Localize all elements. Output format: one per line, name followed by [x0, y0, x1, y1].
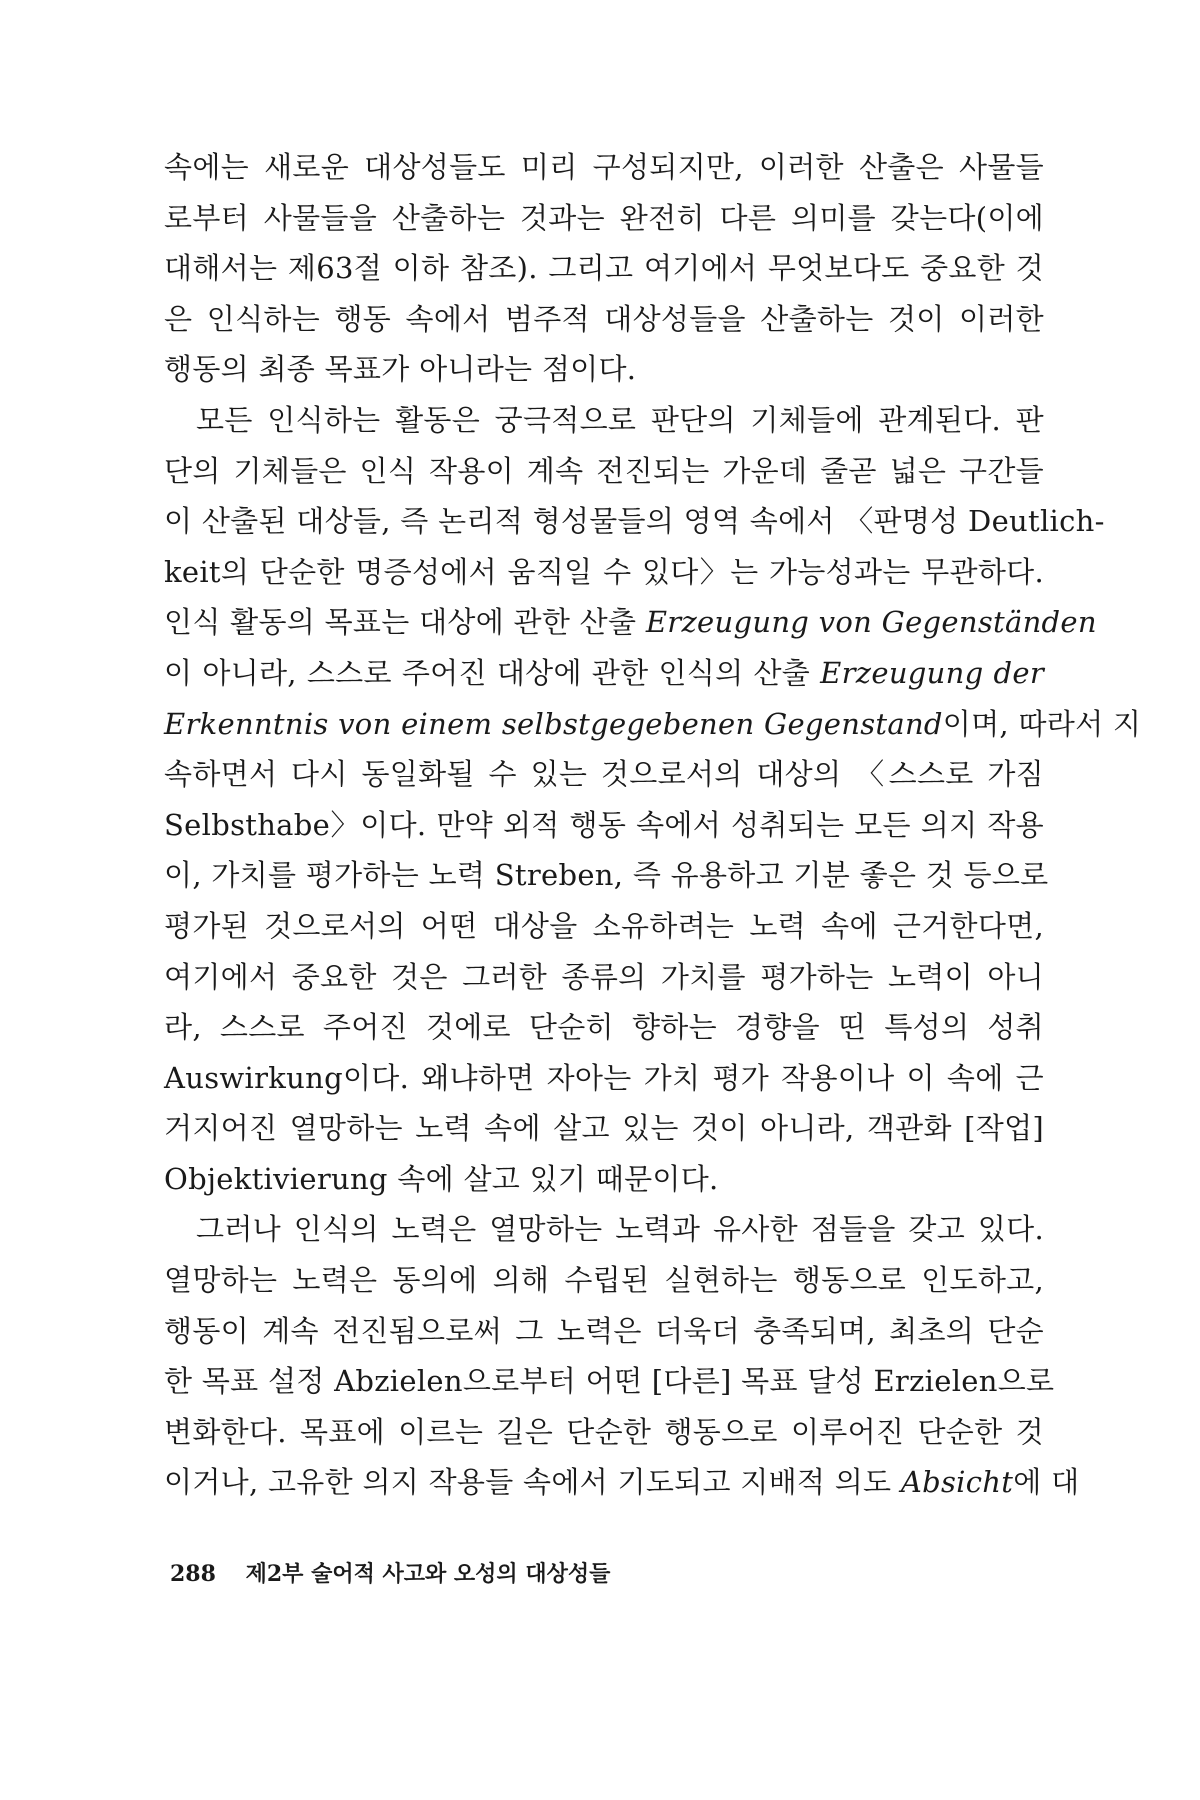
- text-line: [164, 1356, 1055, 1407]
- text-segment: 열망하는 노력은 동의에 의해 수립된 실현하는 행동으로 인도하고,: [164, 1263, 1044, 1298]
- running-title: 제2부 술어적 사고와 오성의 대상성들: [245, 1561, 611, 1587]
- text-segment: 에 대: [1013, 1465, 1080, 1500]
- text-line: [164, 446, 1044, 497]
- text-line: [164, 800, 1044, 851]
- text-segment: keit의 단순한 명증성에서 움직일 수 있다〉는 가능성과는 무관하다.: [164, 554, 1044, 589]
- text-line: [164, 395, 1044, 446]
- text-line: [164, 1053, 1044, 1104]
- text-line: [164, 547, 1044, 598]
- text-segment: 속에는 새로운 대상성들도 미리 구성되지만, 이러한 산출은 사물들: [164, 150, 1044, 184]
- text-line: [164, 193, 1044, 244]
- text-segment: 평가된 것으로서의 어떤 대상을 소유하려는 노력 속에 근거한다면,: [164, 908, 1044, 943]
- text-line: [164, 294, 1044, 345]
- text-line: [164, 850, 1049, 901]
- text-line: [164, 344, 1044, 395]
- text-segment: 이, 가치를 평가하는 노력 Streben, 즉 유용하고 기분 좋은 것 등으로: [164, 858, 1049, 893]
- text-line: [164, 1103, 1044, 1154]
- text-line: [164, 243, 1044, 294]
- text-segment: 인식 활동의 목표는 대상에 관한 산출: [164, 605, 646, 640]
- italic-term: Erzeugung von Gegenständen: [645, 605, 1097, 640]
- text-line: [164, 952, 1044, 1003]
- text-segment: 모든 인식하는 활동은 궁극적으로 판단의 기체들에 관계된다. 판: [196, 402, 1044, 437]
- text-line: [164, 1002, 1044, 1053]
- text-segment: Selbsthabe〉이다. 만약 외적 행동 속에서 성취되는 모든 의지 작용: [164, 807, 1044, 842]
- page-number: 288: [170, 1561, 216, 1587]
- text-segment: 라, 스스로 주어진 것에로 단순히 향하는 경향을 띤 특성의 성취: [164, 1010, 1044, 1045]
- text-segment: 이 산출된 대상들, 즉 논리적 형성물들의 영역 속에서 〈판명성 Deutlich-: [164, 504, 1105, 539]
- italic-term: Erzeugung der: [820, 655, 1045, 690]
- text-segment: Objektivierung 속에 살고 있기 때문이다.: [164, 1161, 719, 1196]
- text-line: [164, 699, 1142, 750]
- text-segment: 거지어진 열망하는 노력 속에 살고 있는 것이 아니라, 객관화 [작업]: [164, 1111, 1044, 1146]
- text-segment: 한 목표 설정 Abzielen으로부터 어떤 [다른] 목표 달성 Erzielen으로: [164, 1364, 1055, 1399]
- text-segment: 단의 기체들은 인식 작용이 계속 전진되는 가운데 줄곧 넓은 구간들: [164, 453, 1044, 488]
- text-segment: 이 아니라, 스스로 주어진 대상에 관한 인식의 산출: [164, 655, 821, 690]
- text-line: [164, 1407, 1044, 1458]
- text-segment: 대해서는 제63절 이하 참조). 그리고 여기에서 무엇보다도 중요한 것: [164, 251, 1044, 286]
- text-segment: 로부터 사물들을 산출하는 것과는 완전히 다른 의미를 갖는다(이에: [164, 200, 1044, 235]
- text-line: [164, 597, 1097, 648]
- italic-term: Absicht: [900, 1465, 1014, 1500]
- text-segment: 그러나 인식의 노력은 열망하는 노력과 유사한 점들을 갖고 있다.: [196, 1212, 1044, 1247]
- text-segment: 행동의 최종 목표가 아니라는 점이다.: [164, 352, 637, 387]
- text-line: [164, 496, 1105, 547]
- page-footer: [170, 1557, 610, 1588]
- text-line: [164, 749, 1044, 800]
- text-line: [164, 1457, 1080, 1508]
- text-segment: 이거나, 고유한 의지 작용들 속에서 기도되고 지배적 의도: [164, 1465, 901, 1500]
- text-line: [164, 1154, 1044, 1205]
- text-line: [164, 142, 1044, 193]
- text-line: [164, 1255, 1044, 1306]
- text-line: [164, 901, 1044, 952]
- text-line: [164, 1204, 1044, 1255]
- italic-term: Erkenntnis von einem selbstgegebenen Gegenstand: [164, 706, 943, 741]
- text-segment: 행동이 계속 전진됨으로써 그 노력은 더욱더 충족되며, 최초의 단순: [164, 1313, 1044, 1348]
- text-segment: 변화한다. 목표에 이르는 길은 단순한 행동으로 이루어진 단순한 것: [164, 1414, 1044, 1449]
- body-text: [164, 142, 1142, 1508]
- text-segment: 이며, 따라서 지: [942, 706, 1142, 741]
- text-segment: 은 인식하는 행동 속에서 범주적 대상성들을 산출하는 것이 이러한: [164, 301, 1044, 336]
- text-segment: Auswirkung이다. 왜냐하면 자아는 가치 평가 작용이나 이 속에 근: [164, 1060, 1044, 1095]
- text-line: [164, 1306, 1044, 1357]
- text-segment: 여기에서 중요한 것은 그러한 종류의 가치를 평가하는 노력이 아니: [164, 959, 1044, 994]
- text-segment: 속하면서 다시 동일화될 수 있는 것으로서의 대상의 〈스스로 가짐: [164, 757, 1044, 792]
- text-line: [164, 648, 1044, 699]
